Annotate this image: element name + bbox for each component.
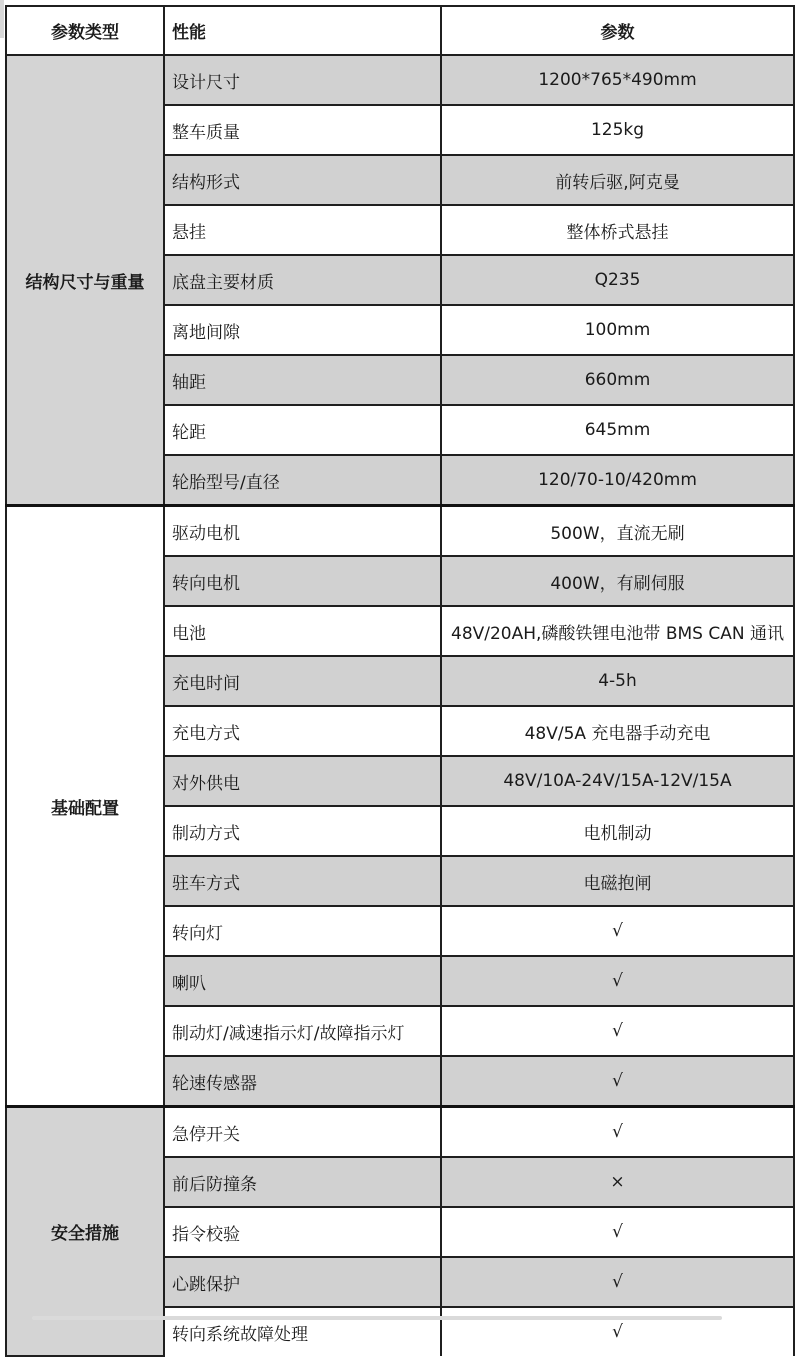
parameter-value-cell: 125kg [441,105,794,155]
scan-edge-artifact [0,0,4,38]
parameter-value-cell: 48V/20AH,磷酸铁锂电池带 BMS CAN 通讯 [441,606,794,656]
performance-cell: 驱动电机 [164,506,441,557]
table-row [6,506,794,557]
performance-cell: 急停开关 [164,1107,441,1158]
header-performance: 性能 [164,6,441,55]
parameter-value-cell: √ [441,1056,794,1107]
performance-cell: 转向电机 [164,556,441,606]
performance-cell: 指令校验 [164,1207,441,1257]
spec-sheet [5,5,795,1357]
parameter-value-cell: 4-5h [441,656,794,706]
parameter-value-cell: Q235 [441,255,794,305]
performance-cell: 前后防撞条 [164,1157,441,1207]
table-row [6,55,794,105]
parameter-value-cell: √ [441,906,794,956]
performance-cell: 制动方式 [164,806,441,856]
parameter-value-cell: 1200*765*490mm [441,55,794,105]
performance-cell: 结构形式 [164,155,441,205]
performance-cell: 驻车方式 [164,856,441,906]
category-cell: 结构尺寸与重量 [6,55,164,506]
performance-cell: 制动灯/减速指示灯/故障指示灯 [164,1006,441,1056]
page-bottom-smudge [32,1316,722,1320]
category-cell: 安全措施 [6,1107,164,1357]
parameter-value-cell: 整体桥式悬挂 [441,205,794,255]
parameter-value-cell: 电磁抱闸 [441,856,794,906]
parameter-value-cell: 120/70-10/420mm [441,455,794,506]
parameter-value-cell: √ [441,1107,794,1158]
performance-cell: 对外供电 [164,756,441,806]
spec-table [5,5,795,1357]
performance-cell: 轮距 [164,405,441,455]
parameter-value-cell: 645mm [441,405,794,455]
performance-cell: 轴距 [164,355,441,405]
header-row [6,6,794,55]
performance-cell: 悬挂 [164,205,441,255]
parameter-value-cell: √ [441,1257,794,1307]
performance-cell: 离地间隙 [164,305,441,355]
performance-cell: 轮胎型号/直径 [164,455,441,506]
parameter-value-cell: 100mm [441,305,794,355]
parameter-value-cell: 660mm [441,355,794,405]
performance-cell: 充电方式 [164,706,441,756]
table-row [6,1107,794,1158]
performance-cell: 电池 [164,606,441,656]
performance-cell: 整车质量 [164,105,441,155]
header-category: 参数类型 [6,6,164,55]
parameter-value-cell: √ [441,1307,794,1356]
performance-cell: 充电时间 [164,656,441,706]
header-parameter: 参数 [441,6,794,55]
parameter-value-cell: 前转后驱,阿克曼 [441,155,794,205]
performance-cell: 喇叭 [164,956,441,1006]
spec-table-body [6,55,794,1356]
performance-cell: 转向系统故障处理 [164,1307,441,1356]
parameter-value-cell: √ [441,1207,794,1257]
performance-cell: 底盘主要材质 [164,255,441,305]
category-cell: 基础配置 [6,506,164,1107]
performance-cell: 转向灯 [164,906,441,956]
spec-table-header [6,6,794,55]
parameter-value-cell: 48V/5A 充电器手动充电 [441,706,794,756]
parameter-value-cell: × [441,1157,794,1207]
performance-cell: 设计尺寸 [164,55,441,105]
parameter-value-cell: 400W，有刷伺服 [441,556,794,606]
parameter-value-cell: √ [441,1006,794,1056]
performance-cell: 轮速传感器 [164,1056,441,1107]
parameter-value-cell: 48V/10A-24V/15A-12V/15A [441,756,794,806]
parameter-value-cell: 电机制动 [441,806,794,856]
parameter-value-cell: √ [441,956,794,1006]
parameter-value-cell: 500W，直流无刷 [441,506,794,557]
performance-cell: 心跳保护 [164,1257,441,1307]
